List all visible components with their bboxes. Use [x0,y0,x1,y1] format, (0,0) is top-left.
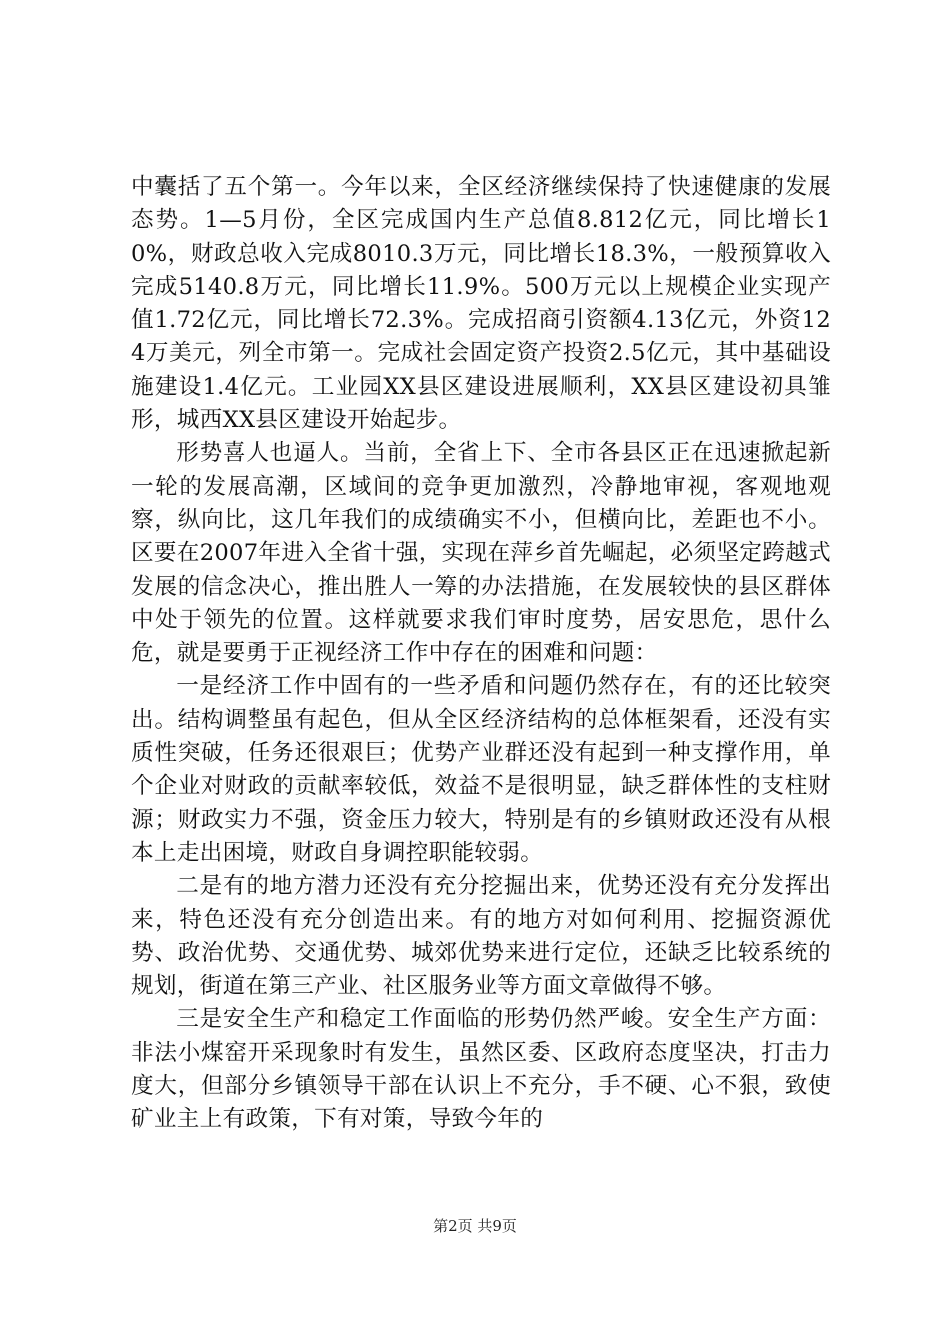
paragraph-problem-three: 三是安全生产和稳定工作面临的形势仍然严峻。安全生产方面：非法小煤窑开采现象时有发生，虽然区委、区政府态度坚决，打击力度大，但部分乡镇领导干部在认识上不充分，手不硬、心不狠，致使矿业主上有政策，下有对策，导致今年的 [131,1006,831,1133]
paragraph-situation: 形势喜人也逼人。当前，全省上下、全市各县区正在迅速掀起新一轮的发展高潮，区域间的竞争更加激烈，冷静地审视，客观地观察，纵向比，这几年我们的成绩确实不小，但横向比，差距也不小。区要在2007年进入全省十强，实现在萍乡首先崛起，必须坚定跨越式发展的信念决心，推出胜人一筹的办法措施，在发展较快的县区群体中处于领先的位置。这样就要求我们审时度势，居安思危，思什么危，就是要勇于正视经济工作中存在的困难和问题： [131,440,831,667]
paragraph-problem-two: 二是有的地方潜力还没有充分挖掘出来，优势还没有充分发挥出来，特色还没有充分创造出来。有的地方对如何利用、挖掘资源优势、政治优势、交通优势、城郊优势来进行定位，还缺乏比较系统的规划，街道在第三产业、社区服务业等方面文章做得不够。 [131,873,831,1000]
paragraph-problem-one: 一是经济工作中固有的一些矛盾和问题仍然存在，有的还比较突出。结构调整虽有起色，但从全区经济结构的总体框架看，还没有实质性突破，任务还很艰巨；优势产业群还没有起到一种支撑作用，单个企业对财政的贡献率较低，效益不是很明显，缺乏群体性的支柱财源；财政实力不强，资金压力较大，特别是有的乡镇财政还没有从根本上走出困境，财政自身调控职能较弱。 [131,673,831,866]
paragraph-continuation: 中囊括了五个第一。今年以来，全区经济继续保持了快速健康的发展态势。1—5月份，全区完成国内生产总值8.812亿元，同比增长10%，财政总收入完成8010.3万元，同比增长18.3%，一般预算收入完成5140.8万元，同比增长11.9%。500万元以上规模企业实现产值1.72亿元，同比增长72.3%。完成招商引资额4.13亿元，外资124万美元，列全市第一。完成社会固定资产投资2.5亿元，其中基础设施建设1.4亿元。工业园XX县区建设进展顺利，XX县区建设初具雏形，城西XX县区建设开始起步。 [131,174,831,434]
page-footer: 第2页 共9页 [433,1217,517,1235]
document-body [131,171,831,1137]
